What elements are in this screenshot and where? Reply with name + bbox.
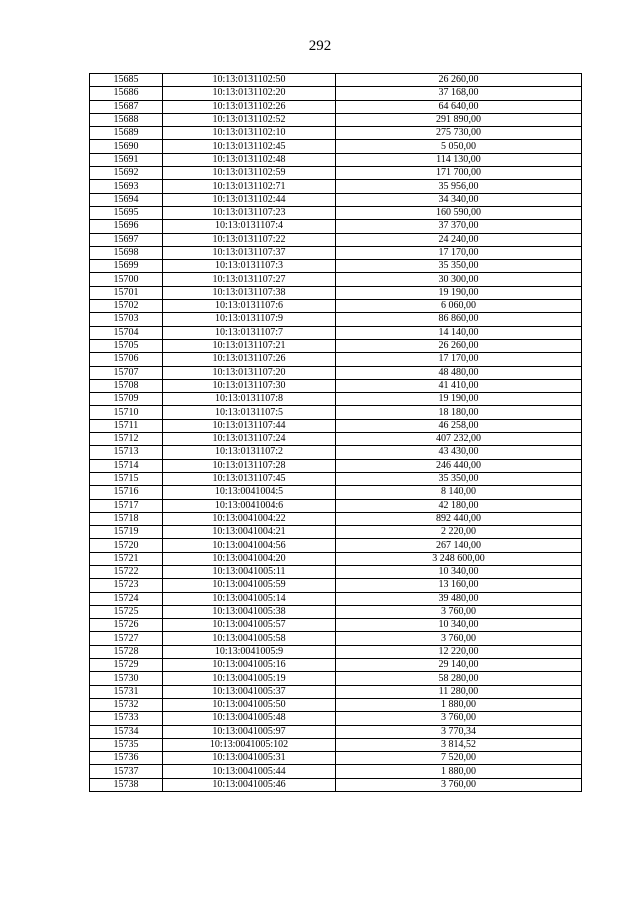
- row-number-cell: 15712: [90, 433, 163, 446]
- row-number-cell: 15719: [90, 526, 163, 539]
- row-number-cell: 15695: [90, 206, 163, 219]
- table-row: [90, 619, 582, 632]
- row-number-cell: 15692: [90, 167, 163, 180]
- table-row: [90, 552, 582, 565]
- cadastral-value-cell: 34 340,00: [336, 193, 582, 206]
- cadastral-value-cell: 41 410,00: [336, 379, 582, 392]
- row-number-cell: 15705: [90, 339, 163, 352]
- cadastral-value-cell: 39 480,00: [336, 592, 582, 605]
- table-body: [90, 74, 582, 792]
- table-row: [90, 725, 582, 738]
- row-number-cell: 15689: [90, 127, 163, 140]
- table-row: [90, 100, 582, 113]
- row-number-cell: 15711: [90, 419, 163, 432]
- table-row: [90, 406, 582, 419]
- table-row: [90, 512, 582, 525]
- row-number-cell: 15730: [90, 672, 163, 685]
- cadastral-number-cell: 10:13:0041005:102: [163, 738, 336, 751]
- table-row: [90, 300, 582, 313]
- cadastral-value-cell: 6 060,00: [336, 300, 582, 313]
- table-row: [90, 672, 582, 685]
- cadastral-value-cell: 246 440,00: [336, 459, 582, 472]
- cadastral-number-cell: 10:13:0041005:11: [163, 565, 336, 578]
- table-row: [90, 167, 582, 180]
- table-row: [90, 698, 582, 711]
- row-number-cell: 15697: [90, 233, 163, 246]
- cadastral-number-cell: 10:13:0131107:3: [163, 260, 336, 273]
- table-row: [90, 74, 582, 87]
- table-row: [90, 379, 582, 392]
- row-number-cell: 15723: [90, 579, 163, 592]
- row-number-cell: 15733: [90, 712, 163, 725]
- cadastral-number-cell: 10:13:0041005:57: [163, 619, 336, 632]
- table-row: [90, 366, 582, 379]
- table-row: [90, 752, 582, 765]
- table-row: [90, 446, 582, 459]
- cadastral-value-cell: 3 770,34: [336, 725, 582, 738]
- row-number-cell: 15691: [90, 153, 163, 166]
- table-row: [90, 153, 582, 166]
- cadastral-value-cell: 18 180,00: [336, 406, 582, 419]
- row-number-cell: 15685: [90, 74, 163, 87]
- table-row: [90, 220, 582, 233]
- cadastral-value-cell: 35 350,00: [336, 472, 582, 485]
- cadastral-number-cell: 10:13:0131107:6: [163, 300, 336, 313]
- cadastral-number-cell: 10:13:0131107:44: [163, 419, 336, 432]
- cadastral-number-cell: 10:13:0041005:50: [163, 698, 336, 711]
- cadastral-value-cell: 86 860,00: [336, 313, 582, 326]
- row-number-cell: 15703: [90, 313, 163, 326]
- row-number-cell: 15734: [90, 725, 163, 738]
- table-row: [90, 472, 582, 485]
- row-number-cell: 15731: [90, 685, 163, 698]
- cadastral-number-cell: 10:13:0041005:97: [163, 725, 336, 738]
- cadastral-value-cell: 17 170,00: [336, 353, 582, 366]
- table-row: [90, 286, 582, 299]
- table-row: [90, 499, 582, 512]
- table-row: [90, 353, 582, 366]
- cadastral-number-cell: 10:13:0041005:37: [163, 685, 336, 698]
- table-row: [90, 565, 582, 578]
- cadastral-number-cell: 10:13:0131107:5: [163, 406, 336, 419]
- row-number-cell: 15720: [90, 539, 163, 552]
- cadastral-value-cell: 58 280,00: [336, 672, 582, 685]
- cadastral-value-cell: 1 880,00: [336, 765, 582, 778]
- row-number-cell: 15709: [90, 393, 163, 406]
- table-row: [90, 246, 582, 259]
- table-row: [90, 685, 582, 698]
- row-number-cell: 15690: [90, 140, 163, 153]
- table-row: [90, 659, 582, 672]
- cadastral-value-cell: 407 232,00: [336, 433, 582, 446]
- cadastral-value-cell: 17 170,00: [336, 246, 582, 259]
- cadastral-value-cell: 29 140,00: [336, 659, 582, 672]
- table-row: [90, 526, 582, 539]
- cadastral-number-cell: 10:13:0131107:22: [163, 233, 336, 246]
- cadastral-number-cell: 10:13:0041005:31: [163, 752, 336, 765]
- row-number-cell: 15686: [90, 87, 163, 100]
- cadastral-value-cell: 26 260,00: [336, 339, 582, 352]
- table-row: [90, 87, 582, 100]
- cadastral-value-cell: 291 890,00: [336, 113, 582, 126]
- row-number-cell: 15724: [90, 592, 163, 605]
- table-row: [90, 233, 582, 246]
- cadastral-value-cell: 37 370,00: [336, 220, 582, 233]
- table-row: [90, 712, 582, 725]
- cadastral-number-cell: 10:13:0131102:44: [163, 193, 336, 206]
- table-row: [90, 113, 582, 126]
- row-number-cell: 15693: [90, 180, 163, 193]
- cadastral-number-cell: 10:13:0131102:59: [163, 167, 336, 180]
- cadastral-value-cell: 46 258,00: [336, 419, 582, 432]
- cadastral-value-cell: 26 260,00: [336, 74, 582, 87]
- cadastral-number-cell: 10:13:0041005:48: [163, 712, 336, 725]
- row-number-cell: 15687: [90, 100, 163, 113]
- table-row: [90, 459, 582, 472]
- cadastral-number-cell: 10:13:0041005:59: [163, 579, 336, 592]
- cadastral-value-cell: 3 760,00: [336, 605, 582, 618]
- cadastral-value-cell: 160 590,00: [336, 206, 582, 219]
- cadastral-number-cell: 10:13:0041004:56: [163, 539, 336, 552]
- cadastral-number-cell: 10:13:0131107:8: [163, 393, 336, 406]
- cadastral-number-cell: 10:13:0131102:71: [163, 180, 336, 193]
- cadastral-number-cell: 10:13:0041005:19: [163, 672, 336, 685]
- table-row: [90, 765, 582, 778]
- cadastral-number-cell: 10:13:0041004:20: [163, 552, 336, 565]
- row-number-cell: 15698: [90, 246, 163, 259]
- cadastral-number-cell: 10:13:0131107:26: [163, 353, 336, 366]
- page-number: 292: [308, 38, 332, 54]
- cadastral-value-cell: 64 640,00: [336, 100, 582, 113]
- row-number-cell: 15701: [90, 286, 163, 299]
- cadastral-value-table: [89, 73, 582, 792]
- cadastral-number-cell: 10:13:0131102:45: [163, 140, 336, 153]
- cadastral-value-cell: 11 280,00: [336, 685, 582, 698]
- row-number-cell: 15738: [90, 778, 163, 791]
- table-row: [90, 180, 582, 193]
- cadastral-number-cell: 10:13:0131107:2: [163, 446, 336, 459]
- cadastral-value-cell: 3 760,00: [336, 632, 582, 645]
- cadastral-value-cell: 10 340,00: [336, 619, 582, 632]
- cadastral-number-cell: 10:13:0041005:16: [163, 659, 336, 672]
- cadastral-value-cell: 14 140,00: [336, 326, 582, 339]
- row-number-cell: 15706: [90, 353, 163, 366]
- table-row: [90, 738, 582, 751]
- cadastral-value-cell: 7 520,00: [336, 752, 582, 765]
- table-row: [90, 539, 582, 552]
- row-number-cell: 15710: [90, 406, 163, 419]
- cadastral-value-cell: 37 168,00: [336, 87, 582, 100]
- row-number-cell: 15728: [90, 645, 163, 658]
- cadastral-number-cell: 10:13:0131107:21: [163, 339, 336, 352]
- cadastral-number-cell: 10:13:0131102:48: [163, 153, 336, 166]
- cadastral-value-cell: 275 730,00: [336, 127, 582, 140]
- table-row: [90, 193, 582, 206]
- row-number-cell: 15729: [90, 659, 163, 672]
- cadastral-number-cell: 10:13:0041005:9: [163, 645, 336, 658]
- row-number-cell: 15718: [90, 512, 163, 525]
- table-row: [90, 260, 582, 273]
- row-number-cell: 15700: [90, 273, 163, 286]
- cadastral-number-cell: 10:13:0131102:26: [163, 100, 336, 113]
- cadastral-number-cell: 10:13:0041004:5: [163, 486, 336, 499]
- cadastral-value-cell: 19 190,00: [336, 393, 582, 406]
- row-number-cell: 15732: [90, 698, 163, 711]
- cadastral-number-cell: 10:13:0131107:9: [163, 313, 336, 326]
- row-number-cell: 15735: [90, 738, 163, 751]
- cadastral-value-cell: 19 190,00: [336, 286, 582, 299]
- table-row: [90, 140, 582, 153]
- row-number-cell: 15702: [90, 300, 163, 313]
- table-row: [90, 326, 582, 339]
- cadastral-value-cell: 3 760,00: [336, 712, 582, 725]
- row-number-cell: 15694: [90, 193, 163, 206]
- cadastral-value-cell: 171 700,00: [336, 167, 582, 180]
- cadastral-value-cell: 43 430,00: [336, 446, 582, 459]
- row-number-cell: 15721: [90, 552, 163, 565]
- cadastral-value-cell: 5 050,00: [336, 140, 582, 153]
- row-number-cell: 15707: [90, 366, 163, 379]
- row-number-cell: 15725: [90, 605, 163, 618]
- cadastral-value-cell: 3 814,52: [336, 738, 582, 751]
- cadastral-value-cell: 267 140,00: [336, 539, 582, 552]
- table-row: [90, 313, 582, 326]
- cadastral-value-cell: 13 160,00: [336, 579, 582, 592]
- cadastral-number-cell: 10:13:0131102:52: [163, 113, 336, 126]
- table-row: [90, 592, 582, 605]
- cadastral-number-cell: 10:13:0131107:28: [163, 459, 336, 472]
- row-number-cell: 15737: [90, 765, 163, 778]
- cadastral-number-cell: 10:13:0131107:4: [163, 220, 336, 233]
- cadastral-value-cell: 48 480,00: [336, 366, 582, 379]
- cadastral-number-cell: 10:13:0041005:44: [163, 765, 336, 778]
- cadastral-value-cell: 12 220,00: [336, 645, 582, 658]
- table-row: [90, 486, 582, 499]
- cadastral-value-cell: 35 350,00: [336, 260, 582, 273]
- cadastral-value-cell: 3 760,00: [336, 778, 582, 791]
- cadastral-number-cell: 10:13:0131107:37: [163, 246, 336, 259]
- row-number-cell: 15722: [90, 565, 163, 578]
- cadastral-number-cell: 10:13:0131107:7: [163, 326, 336, 339]
- table-row: [90, 419, 582, 432]
- row-number-cell: 15699: [90, 260, 163, 273]
- cadastral-number-cell: 10:13:0131102:20: [163, 87, 336, 100]
- cadastral-number-cell: 10:13:0041004:6: [163, 499, 336, 512]
- table-row: [90, 579, 582, 592]
- cadastral-value-cell: 35 956,00: [336, 180, 582, 193]
- row-number-cell: 15696: [90, 220, 163, 233]
- row-number-cell: 15726: [90, 619, 163, 632]
- table-row: [90, 778, 582, 791]
- cadastral-number-cell: 10:13:0041005:46: [163, 778, 336, 791]
- cadastral-value-cell: 42 180,00: [336, 499, 582, 512]
- cadastral-number-cell: 10:13:0041004:22: [163, 512, 336, 525]
- table-row: [90, 605, 582, 618]
- cadastral-number-cell: 10:13:0131107:23: [163, 206, 336, 219]
- cadastral-value-cell: 892 440,00: [336, 512, 582, 525]
- cadastral-value-cell: 8 140,00: [336, 486, 582, 499]
- row-number-cell: 15727: [90, 632, 163, 645]
- table-row: [90, 206, 582, 219]
- cadastral-number-cell: 10:13:0131102:10: [163, 127, 336, 140]
- table-row: [90, 433, 582, 446]
- cadastral-value-cell: 30 300,00: [336, 273, 582, 286]
- table-row: [90, 127, 582, 140]
- cadastral-number-cell: 10:13:0131107:38: [163, 286, 336, 299]
- cadastral-value-cell: 114 130,00: [336, 153, 582, 166]
- table-row: [90, 339, 582, 352]
- cadastral-value-cell: 3 248 600,00: [336, 552, 582, 565]
- cadastral-number-cell: 10:13:0041004:21: [163, 526, 336, 539]
- row-number-cell: 15713: [90, 446, 163, 459]
- cadastral-value-cell: 2 220,00: [336, 526, 582, 539]
- cadastral-number-cell: 10:13:0041005:38: [163, 605, 336, 618]
- row-number-cell: 15704: [90, 326, 163, 339]
- cadastral-number-cell: 10:13:0131107:27: [163, 273, 336, 286]
- row-number-cell: 15708: [90, 379, 163, 392]
- table-row: [90, 632, 582, 645]
- row-number-cell: 15717: [90, 499, 163, 512]
- row-number-cell: 15715: [90, 472, 163, 485]
- cadastral-number-cell: 10:13:0131107:24: [163, 433, 336, 446]
- row-number-cell: 15716: [90, 486, 163, 499]
- cadastral-number-cell: 10:13:0131107:45: [163, 472, 336, 485]
- cadastral-value-cell: 1 880,00: [336, 698, 582, 711]
- cadastral-value-cell: 24 240,00: [336, 233, 582, 246]
- cadastral-number-cell: 10:13:0131102:50: [163, 74, 336, 87]
- table-row: [90, 273, 582, 286]
- table-row: [90, 645, 582, 658]
- cadastral-number-cell: 10:13:0041005:58: [163, 632, 336, 645]
- cadastral-number-cell: 10:13:0131107:20: [163, 366, 336, 379]
- cadastral-value-cell: 10 340,00: [336, 565, 582, 578]
- table-row: [90, 393, 582, 406]
- row-number-cell: 15736: [90, 752, 163, 765]
- row-number-cell: 15714: [90, 459, 163, 472]
- row-number-cell: 15688: [90, 113, 163, 126]
- cadastral-number-cell: 10:13:0041005:14: [163, 592, 336, 605]
- cadastral-number-cell: 10:13:0131107:30: [163, 379, 336, 392]
